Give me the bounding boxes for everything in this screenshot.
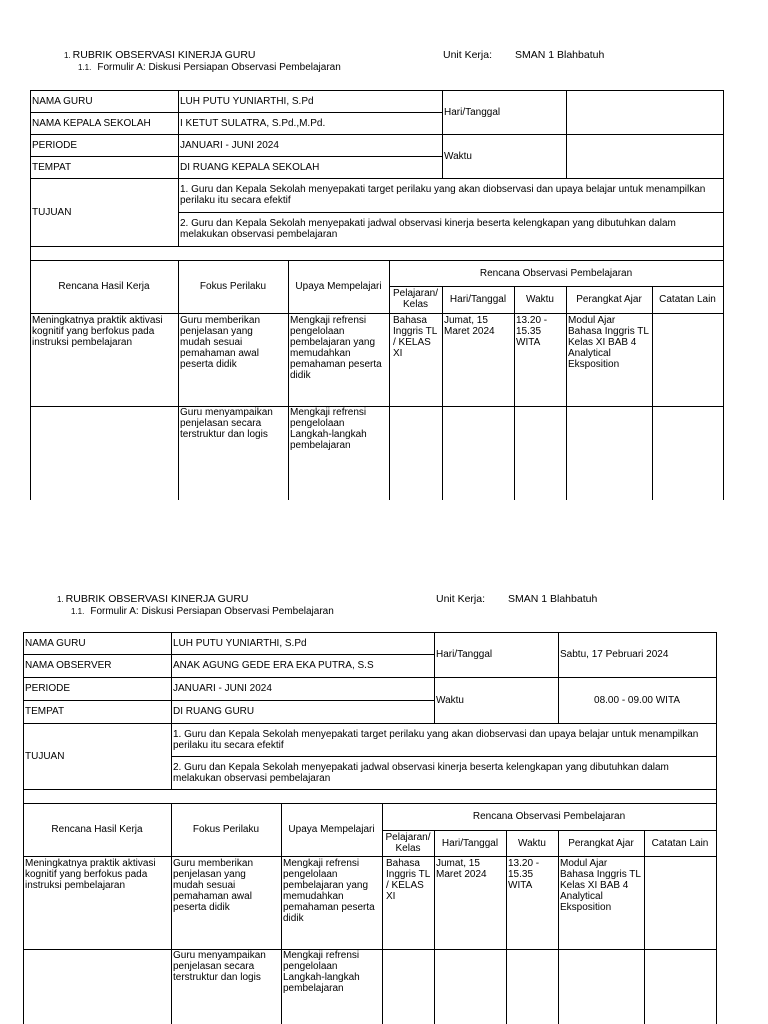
grid-line	[30, 156, 442, 157]
row1-waktu: 13.20 - 15.35 WITA	[508, 858, 540, 891]
grid-line	[434, 632, 435, 723]
grid-line	[178, 260, 179, 500]
hari-value	[566, 90, 723, 134]
row1-perangkat: Modul Ajar Bahasa Inggris TL Kelas XI BAB 4 Analytical Eksposition	[568, 315, 649, 370]
nama-guru-value: LUH PUTU YUNIARTHI, S.Pd	[180, 95, 314, 107]
tempat-label: TEMPAT	[32, 161, 72, 173]
unit-kerja-value: SMAN 1 Blahbatuh	[508, 593, 598, 605]
grid-line	[30, 260, 724, 261]
grid-line	[30, 246, 724, 247]
grid-line	[566, 286, 567, 500]
row1-perangkat: Modul Ajar Bahasa Inggris TL Kelas XI BAB 4 Analytical Eksposition	[560, 858, 641, 913]
waktu-label: Waktu	[436, 694, 464, 706]
tujuan-1: 1. Guru dan Kepala Sekolah menyepakati target perilaku yang akan diobservasi dan upaya belajar untuk menampilkan perilaku itu secara efektif	[173, 728, 699, 751]
grid-line	[171, 632, 172, 789]
col-waktu: Waktu	[526, 293, 554, 305]
grid-line	[23, 723, 717, 724]
col-fokus: Fokus Perilaku	[199, 280, 267, 292]
col-waktu: Waktu	[518, 837, 546, 849]
grid-line	[281, 803, 282, 1024]
periode-value: JANUARI - JUNI 2024	[173, 683, 272, 694]
grid-line	[30, 313, 724, 314]
tujuan-2: 2. Guru dan Kepala Sekolah menyepakati jadwal observasi kinerja beserta kelengkapan yang dibutuhkan dalam melakukan observasi pembelajaran	[180, 218, 676, 240]
grid-line	[652, 286, 653, 500]
grid-line	[566, 90, 567, 178]
grid-line	[389, 286, 724, 287]
grid-line	[288, 260, 289, 500]
form-subtitle: Formulir A: Diskusi Persiapan Observasi Pembelajaran	[97, 62, 341, 73]
grid-line	[558, 632, 559, 723]
col-rencana-hasil: Rencana Hasil Kerja	[58, 280, 150, 292]
grid-line	[514, 286, 515, 500]
row1-hari: Jumat, 15 Maret 2024	[444, 315, 495, 337]
grid-line	[171, 756, 717, 757]
grid-line	[716, 632, 717, 1024]
grid-line	[30, 178, 724, 179]
col-pelajaran: Pelajaran/ Kelas	[385, 832, 431, 854]
tempat-label: TEMPAT	[25, 706, 65, 717]
nama-kepala-label: NAMA KEPALA SEKOLAH	[32, 117, 151, 129]
periode-label: PERIODE	[25, 683, 71, 694]
row2-upaya: Mengkaji refrensi pengelolaan Langkah-langkah pembelajaran	[283, 950, 360, 994]
grid-line	[30, 134, 724, 135]
col-rencana-hasil: Rencana Hasil Kerja	[51, 824, 143, 835]
subtitle-number: 1.1.	[78, 63, 92, 72]
waktu-label: Waktu	[444, 150, 472, 162]
col-upaya: Upaya Mempelajari	[295, 280, 382, 292]
nama-observer-value: ANAK AGUNG GEDE ERA EKA PUTRA, S.S	[173, 660, 374, 671]
waktu-value	[566, 134, 723, 178]
col-catatan: Catatan Lain	[659, 293, 716, 305]
grid-line	[30, 90, 724, 91]
row1-fokus: Guru memberikan penjelasan yang mudah sesuai pemahaman awal peserta didik	[173, 858, 254, 913]
nama-observer-label: NAMA OBSERVER	[25, 660, 112, 671]
nama-guru-label: NAMA GURU	[32, 95, 93, 107]
subtitle-number: 1.1.	[71, 607, 85, 616]
title-number: 1.	[64, 51, 71, 60]
grid-line	[389, 260, 390, 500]
grid-line	[30, 406, 724, 407]
row1-upaya: Mengkaji refrensi pengelolaan pembelajaran yang memudahkan pemahaman peserta didik	[290, 315, 382, 381]
tujuan-label: TUJUAN	[32, 206, 72, 218]
col-catatan: Catatan Lain	[651, 837, 709, 849]
grid-line	[178, 90, 179, 246]
grid-line	[23, 632, 24, 1024]
col-pelajaran: Pelajaran/ Kelas	[392, 288, 439, 310]
row1-catatan	[644, 857, 716, 949]
col-rencana-obs: Rencana Observasi Pembelajaran	[479, 267, 633, 279]
nama-kepala-value: I KETUT SULATRA, S.Pd.,M.Pd.	[180, 117, 326, 129]
unit-kerja-label: Unit Kerja:	[443, 49, 493, 61]
row1-fokus: Guru memberikan penjelasan yang mudah sesuai pemahaman awal peserta didik	[180, 315, 261, 370]
grid-line	[558, 830, 559, 1024]
waktu-value: 08.00 - 09.00 WITA	[594, 694, 680, 706]
form-1-header	[64, 49, 341, 74]
col-upaya: Upaya Mempelajari	[288, 824, 375, 835]
grid-line	[644, 830, 645, 1024]
grid-line	[723, 90, 724, 500]
periode-value: JANUARI - JUNI 2024	[180, 139, 279, 151]
grid-line	[23, 789, 717, 790]
row1-rencana: Meningkatnya praktik aktivasi kognitif yang berfokus pada instruksi pembelajaran	[25, 858, 156, 891]
tempat-value: DI RUANG KEPALA SEKOLAH	[180, 161, 320, 173]
grid-line	[434, 830, 435, 1024]
row2-fokus: Guru menyampaikan penjelasan secara terstruktur dan logis	[180, 407, 273, 440]
row1-upaya: Mengkaji refrensi pengelolaan pembelajaran yang memudahkan pemahaman peserta didik	[283, 858, 375, 924]
hari-value: Sabtu, 17 Pebruari 2024	[560, 649, 669, 660]
form-title: RUBRIK OBSERVASI KINERJA GURU	[72, 49, 256, 61]
hari-label: Hari/Tanggal	[436, 649, 493, 660]
grid-line	[178, 212, 724, 213]
tempat-value: DI RUANG GURU	[173, 706, 255, 717]
col-hari: Hari/Tanggal	[449, 293, 507, 305]
grid-line	[506, 830, 507, 1024]
col-perangkat: Perangkat Ajar	[576, 293, 642, 305]
grid-line	[23, 803, 717, 804]
tujuan-label: TUJUAN	[25, 750, 65, 762]
row1-waktu: 13.20 - 15.35 WITA	[516, 315, 548, 348]
form-2-header	[57, 593, 334, 618]
unit-kerja-label: Unit Kerja:	[436, 593, 486, 605]
tujuan-1: 1. Guru dan Kepala Sekolah menyepakati target perilaku yang akan diobservasi dan upaya belajar untuk menampilkan perilaku itu secara efektif	[180, 184, 706, 206]
row1-hari: Jumat, 15 Maret 2024	[436, 858, 487, 880]
grid-line	[30, 90, 31, 500]
grid-line	[171, 803, 172, 1024]
grid-line	[23, 654, 434, 655]
grid-line	[23, 856, 717, 857]
row1-rencana: Meningkatnya praktik aktivasi kognitif yang berfokus pada instruksi pembelajaran	[32, 315, 163, 348]
title-number: 1.	[57, 595, 64, 604]
nama-guru-label: NAMA GURU	[25, 637, 86, 649]
grid-line	[23, 677, 717, 678]
row2-fokus: Guru menyampaikan penjelasan secara terstruktur dan logis	[173, 950, 266, 983]
form-title: RUBRIK OBSERVASI KINERJA GURU	[65, 593, 249, 605]
row1-pelajaran: Bahasa Inggris TL / KELAS XI	[386, 858, 430, 902]
form-subtitle: Formulir A: Diskusi Persiapan Observasi Pembelajaran	[90, 606, 334, 617]
grid-line	[382, 830, 717, 831]
row1-catatan	[652, 314, 723, 406]
grid-line	[23, 949, 717, 950]
periode-label: PERIODE	[32, 139, 78, 151]
unit-kerja	[443, 49, 604, 61]
col-rencana-obs: Rencana Observasi Pembelajaran	[472, 811, 626, 822]
grid-line	[442, 90, 443, 178]
tujuan-2: 2. Guru dan Kepala Sekolah menyepakati jadwal observasi kinerja beserta kelengkapan yang dibutuhkan dalam melakukan observasi pembelajaran	[173, 761, 669, 784]
grid-line	[23, 632, 717, 633]
col-perangkat: Perangkat Ajar	[568, 837, 634, 849]
row1-pelajaran: Bahasa Inggris TL / KELAS XI	[393, 315, 437, 359]
unit-kerja-value: SMAN 1 Blahbatuh	[515, 49, 605, 61]
row2-upaya: Mengkaji refrensi pengelolaan Langkah-langkah pembelajaran	[290, 407, 367, 451]
col-hari: Hari/Tanggal	[441, 837, 499, 849]
grid-line	[23, 700, 434, 701]
grid-line	[30, 112, 442, 113]
col-fokus: Fokus Perilaku	[192, 824, 260, 835]
grid-line	[442, 286, 443, 500]
grid-line	[382, 803, 383, 1024]
nama-guru-value: LUH PUTU YUNIARTHI, S.Pd	[173, 637, 307, 649]
unit-kerja	[436, 593, 597, 605]
hari-label: Hari/Tanggal	[444, 106, 501, 118]
